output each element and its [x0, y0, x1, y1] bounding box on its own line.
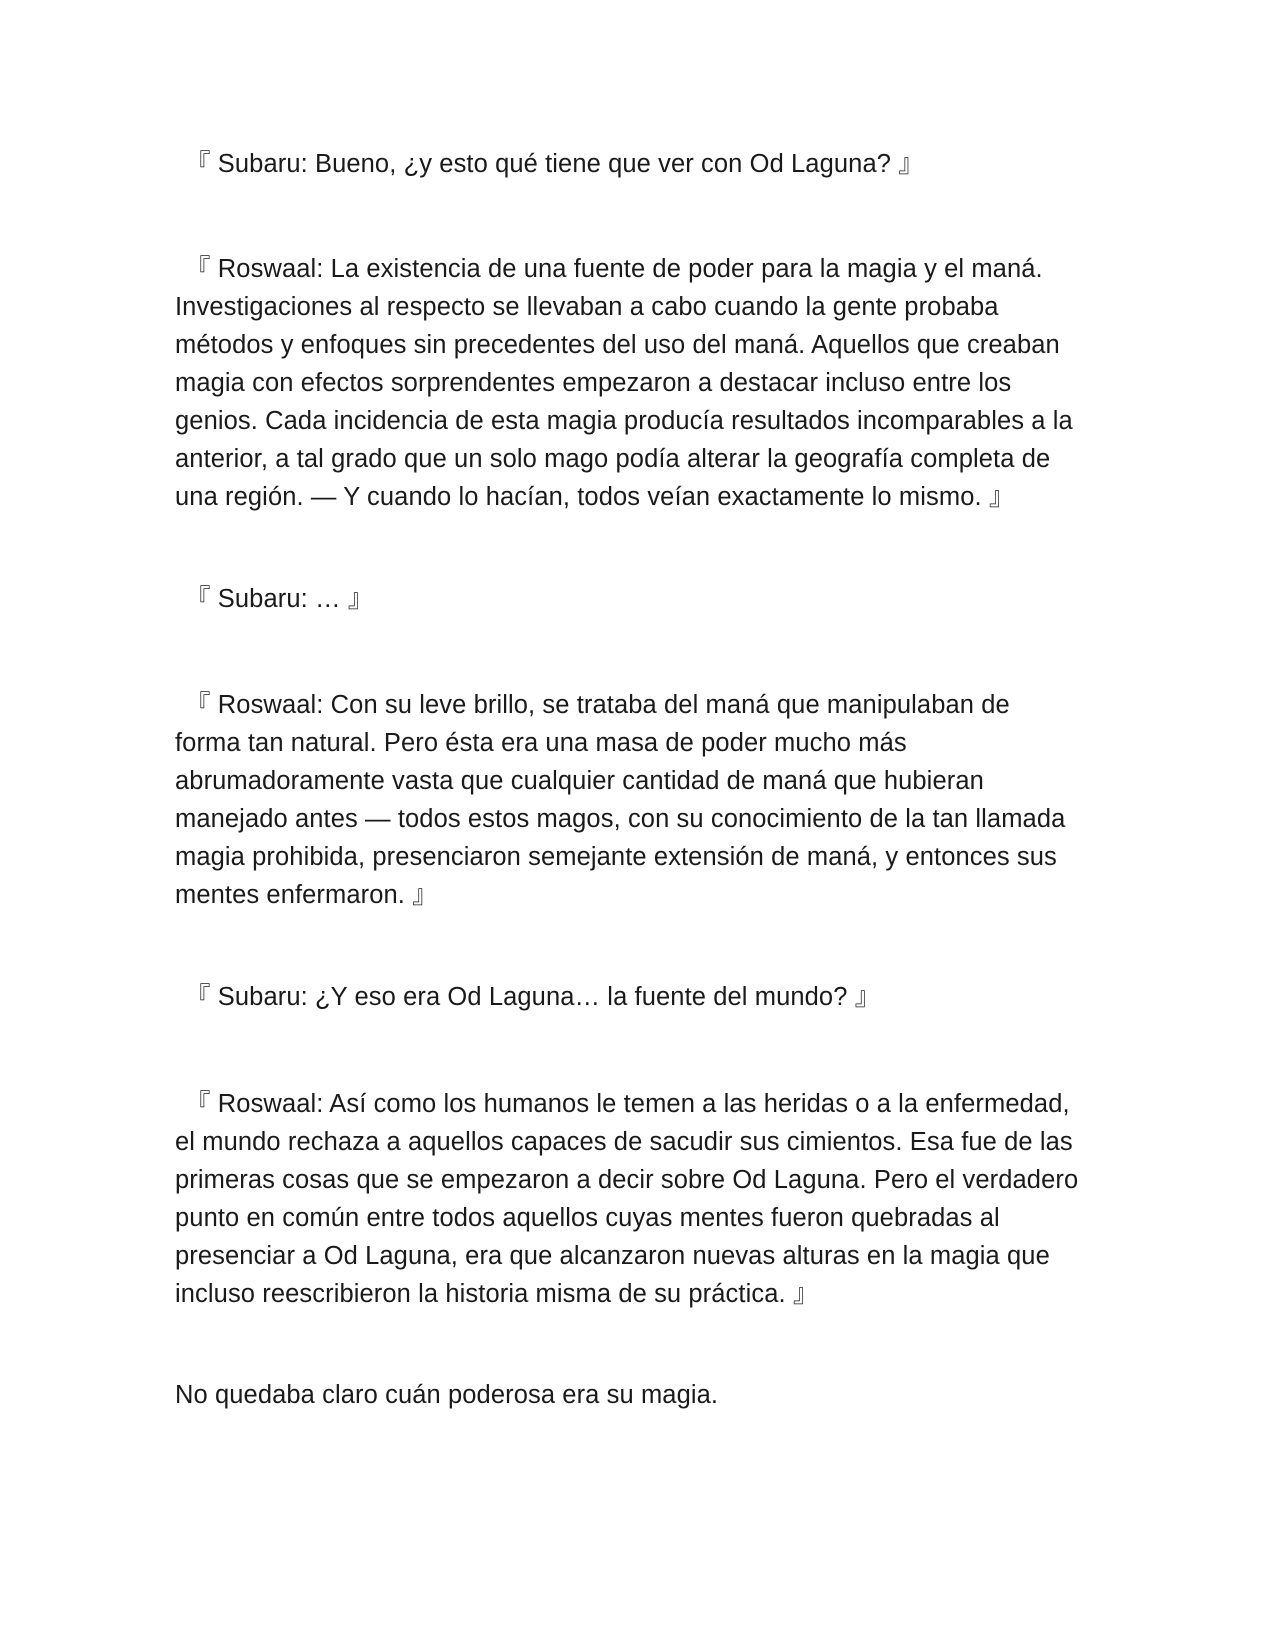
- narration-paragraph: [175, 1376, 1105, 1414]
- text-line: incluso reescribieron la historia misma de su práctica. 』: [175, 1280, 819, 1308]
- text-line: magia prohibida, presenciaron semejante extensión de maná, y entonces sus: [175, 843, 1057, 871]
- text-line: 『 Roswaal: La existencia de una fuente de poder para la magia y el maná.: [185, 255, 1043, 283]
- text-line: una región. — Y cuando lo hacían, todos veían exactamente lo mismo. 』: [175, 483, 1015, 511]
- text-line: genios. Cada incidencia de esta magia producía resultados incomparables a la: [175, 407, 1073, 435]
- text-line: mentes enfermaron. 』: [175, 881, 438, 909]
- text-line: manejado antes — todos estos magos, con su conocimiento de la tan llamada: [175, 805, 1066, 833]
- text-line: magia con efectos sorprendentes empezaron a destacar incluso entre los: [175, 369, 1012, 397]
- text-line: 『 Roswaal: Con su leve brillo, se trataba del maná que manipulaban de: [185, 691, 1010, 719]
- dialogue-roswaal-3: [175, 1085, 1105, 1313]
- text-line: 『 Subaru: ¿Y eso era Od Laguna… la fuente del mundo? 』: [185, 983, 881, 1011]
- text-line: anterior, a tal grado que un solo mago podía alterar la geografía completa de: [175, 445, 1051, 473]
- dialogue-subaru-2: [175, 580, 1105, 618]
- text-line: No quedaba claro cuán poderosa era su magia.: [175, 1381, 719, 1409]
- text-line: punto en común entre todos aquellos cuyas mentes fueron quebradas al: [175, 1204, 1000, 1232]
- dialogue-roswaal-2: [175, 686, 1105, 914]
- dialogue-roswaal-1: [175, 250, 1105, 516]
- text-line: el mundo rechaza a aquellos capaces de sacudir sus cimientos. Esa fue de las: [175, 1128, 1073, 1156]
- text-line: métodos y enfoques sin precedentes del uso del maná. Aquellos que creaban: [175, 331, 1060, 359]
- text-line: Investigaciones al respecto se llevaban a cabo cuando la gente probaba: [175, 293, 999, 321]
- text-line: 『 Subaru: Bueno, ¿y esto qué tiene que ver con Od Laguna? 』: [185, 150, 924, 178]
- text-line: 『 Roswaal: Así como los humanos le temen a las heridas o a la enfermedad,: [185, 1090, 1070, 1118]
- text-line: forma tan natural. Pero ésta era una masa de poder mucho más: [175, 729, 907, 757]
- text-line: presenciar a Od Laguna, era que alcanzaron nuevas alturas en la magia que: [175, 1242, 1050, 1270]
- text-line: 『 Subaru: … 』: [185, 585, 374, 613]
- text-line: primeras cosas que se empezaron a decir sobre Od Laguna. Pero el verdadero: [175, 1166, 1079, 1194]
- dialogue-subaru-3: [175, 978, 1105, 1016]
- text-line: abrumadoramente vasta que cualquier cantidad de maná que hubieran: [175, 767, 984, 795]
- dialogue-subaru-1: [175, 145, 1105, 183]
